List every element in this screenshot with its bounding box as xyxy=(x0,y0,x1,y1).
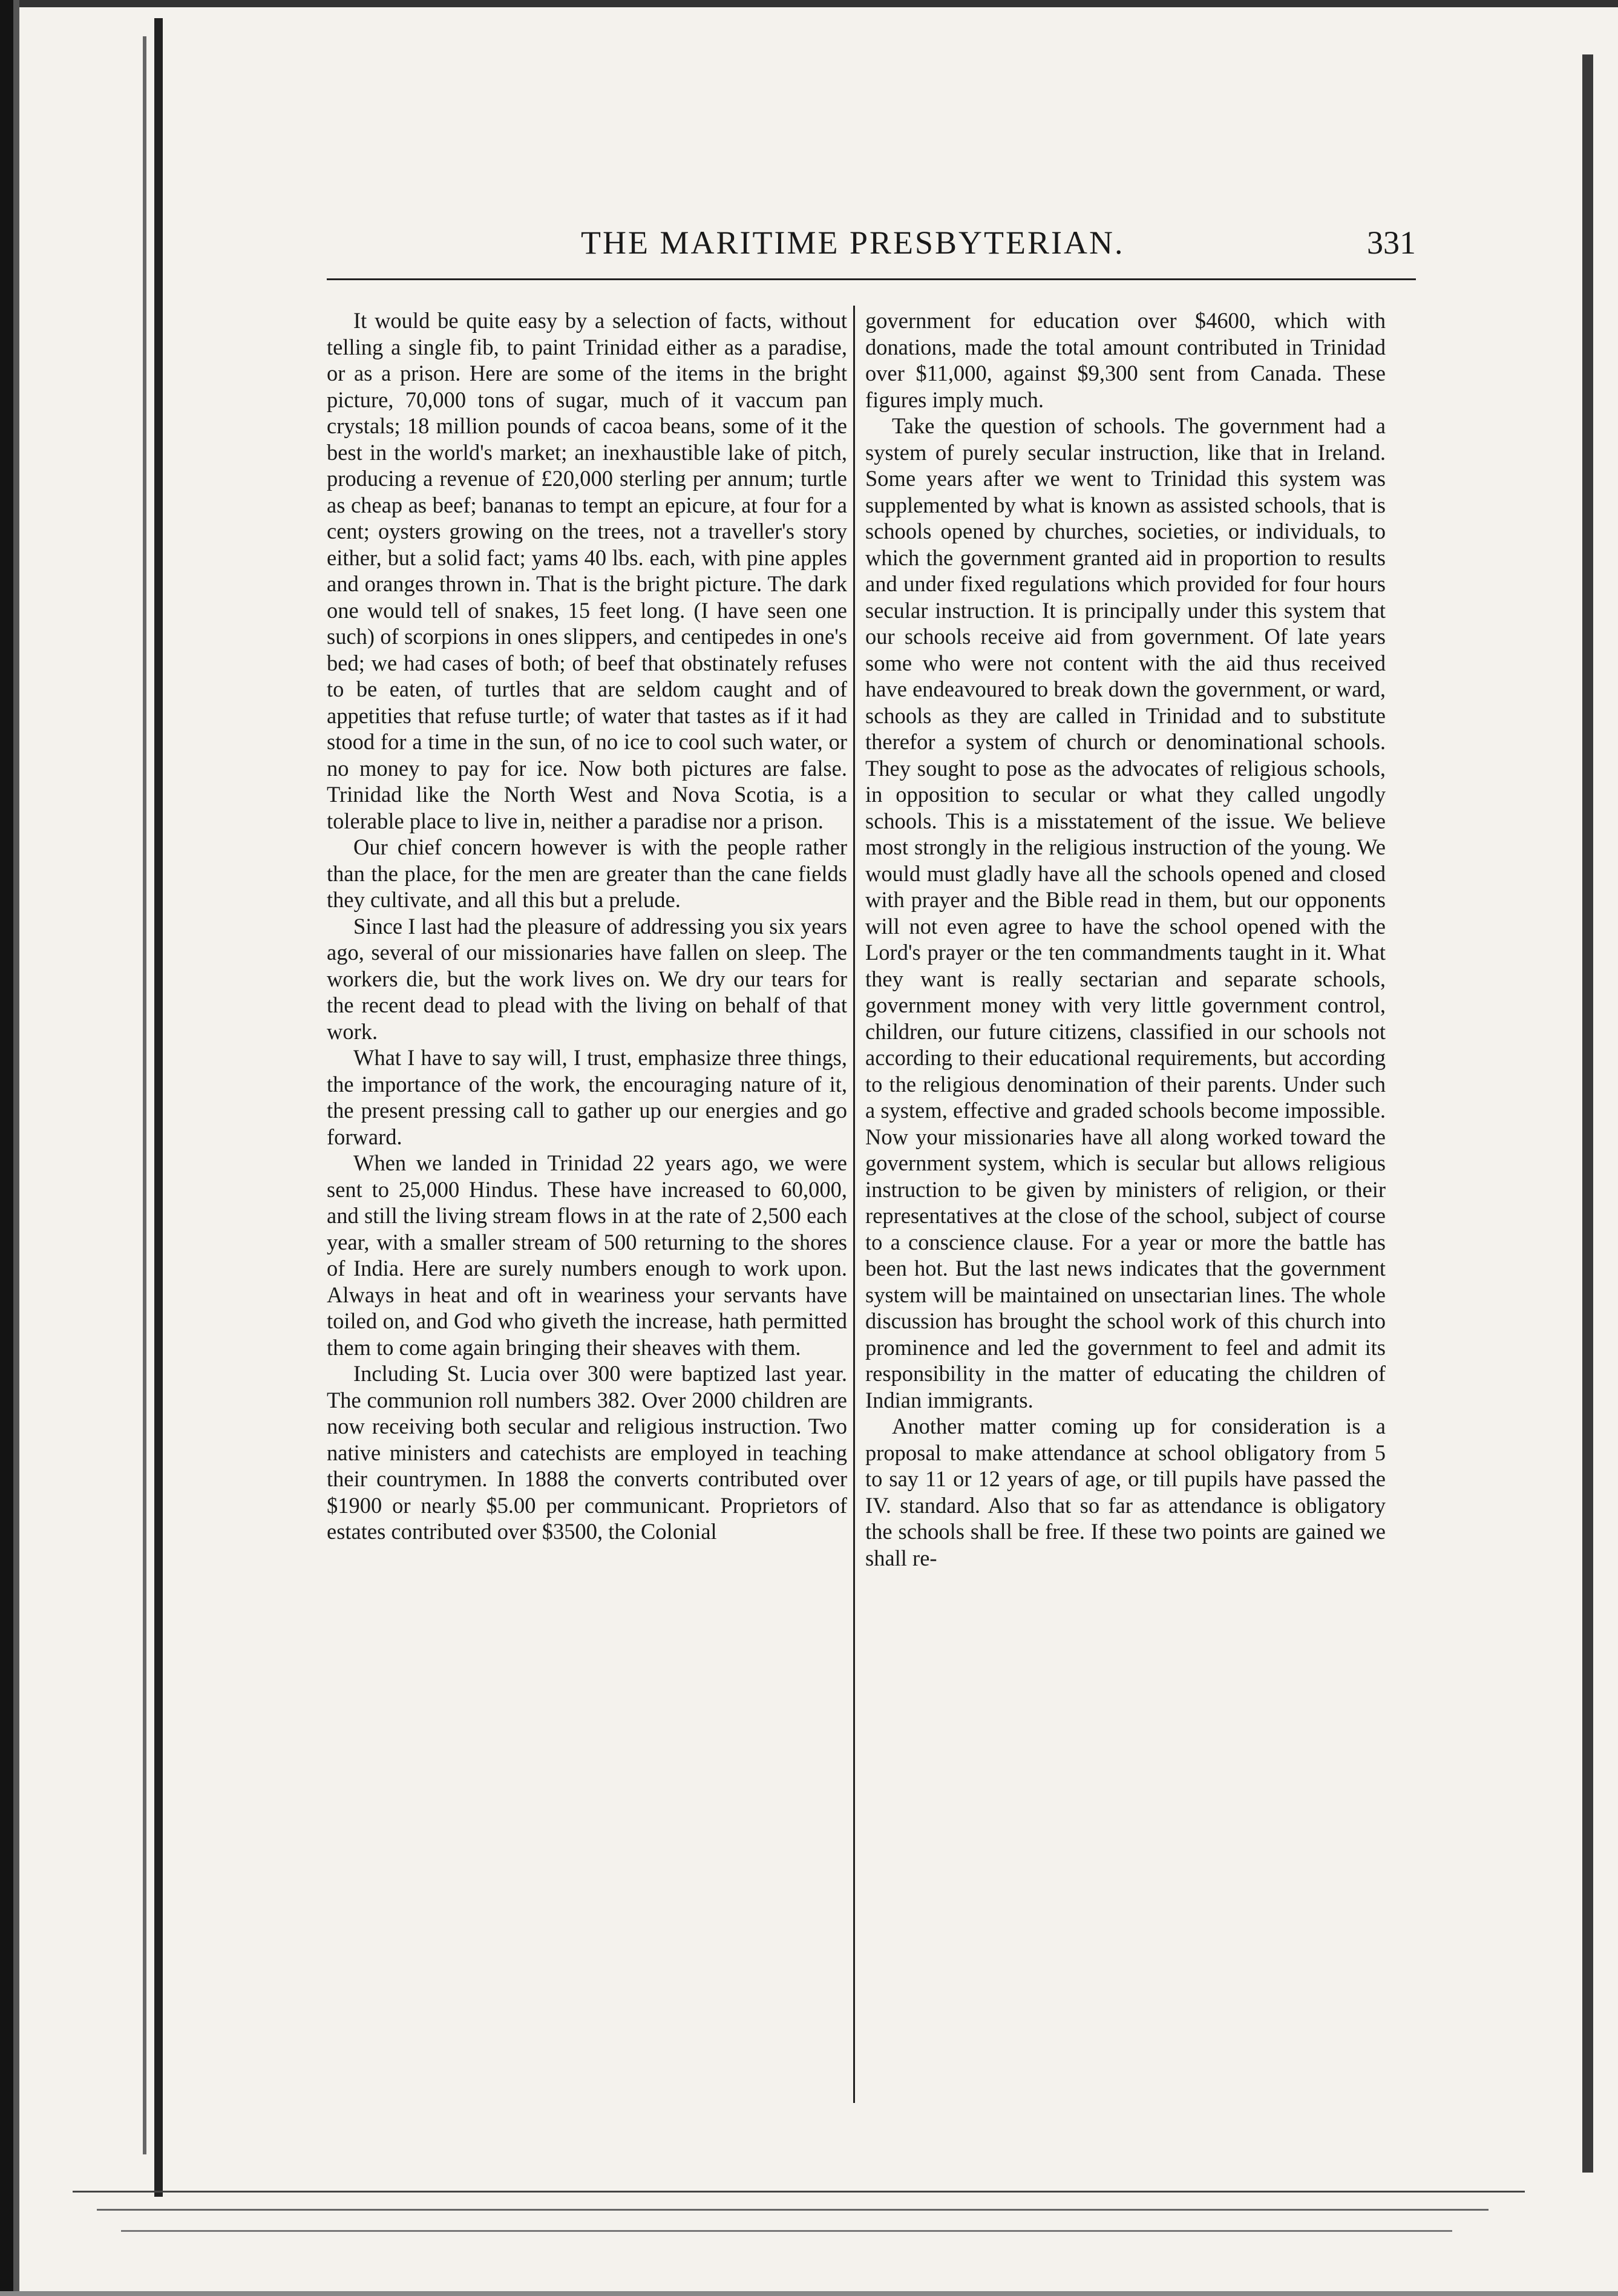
page-number: 331 xyxy=(1367,225,1416,261)
journal-title: THE MARITIME PRESBYTERIAN. xyxy=(581,225,1125,261)
scan-edge-top xyxy=(0,0,1618,7)
scan-edge-bottom xyxy=(0,2291,1618,2296)
paragraph: Including St. Lucia over 300 were baptized last year. The communion roll numbers 382. Over 2000 children are now receiving both secular and religious instruction. Two native ministers and catechists are employed in teaching their countrymen. In 1888 the converts contributed over $1900 or nearly $5.00 per communicant. Proprietors of estates contributed over $3500, the Colonial xyxy=(327,1361,847,1544)
paragraph: Take the question of schools. The government had a system of purely secular instruction, like that in Ireland. Some years after we went to Trinidad this system was supplemented by what is known as assisted schools, that is schools opened by churches, societies, or individuals, to which the government granted aid in proportion to results and under fixed regulations which provided for four hours secular instruction. It is principally under this system that our schools receive aid from government. Of late years some who were not content with the aid thus received have endeavoured to break down the government, or ward, schools as they are called in Trinidad and to substitute therefor a system of church or denominational schools. They sought to pose as the advocates of religious schools, in opposition to secular or what they called ungodly schools. This is a misstatement of the issue. We believe most strongly in the religious instruction of the young. We would must gladly have all the schools opened and closed with prayer and the Bible read in them, but our opponents will not even agree to have the school opened with the Lord's prayer or the ten commandments taught in it. What they want is really sectarian and separate schools, government money with very little government control, children, our future citizens, classified in our schools not according to their educational requirements, but according to the religious denomination of their parents. Under such a system, effective and graded schools become impossible. Now your missionaries have all along worked toward the government system, which is secular but allows religious instruction to be given by ministers of religion, or their representatives at the close of the school, subject of course to a conscience clause. For a year or more the battle has been hot. But the last news indicates that the government system will be maintained on unsectarian lines. The whole discussion has brought the school work of this church into prominence and led the government to feel and admit its responsibility in the matter of educating the children of Indian immigrants. xyxy=(865,413,1386,1412)
column-divider xyxy=(853,306,855,2103)
paragraph: government for education over $4600, which with donations, made the total amount contributed in Trinidad over $11,000, against $9,300 sent from Canada. These figures imply much. xyxy=(865,308,1386,412)
paragraph: Our chief concern however is with the people rather than the place, for the men are greater than the cane fields they cultivate, and all this but a prelude. xyxy=(327,835,847,912)
scan-edge-left-shadow xyxy=(13,0,19,2296)
paragraph: Since I last had the pleasure of addressing you six years ago, several of our missionaries have fallen on sleep. The workers die, but the work lives on. We dry our tears for the recent dead to plead with the living on behalf of that work. xyxy=(327,913,847,1044)
paragraph: It would be quite easy by a selection of facts, without telling a single fib, to paint Trinidad either as a paradise, or as a prison. Here are some of the items in the bright picture, 70,000 tons of sugar, much of it vaccum pan crystals; 18 million pounds of cacoa beans, some of it the best in the world's market; an inexhaustible lake of pitch, producing a revenue of £20,000 sterling per annum; turtle as cheap as beef; bananas to tempt an epicure, at four for a cent; oysters growing on the trees, not a traveller's story either, but a solid fact; yams 40 lbs. each, with pine apples and oranges thrown in. That is the bright picture. The dark one would tell of snakes, 15 feet long. (I have seen one such) of scorpions in ones slippers, and centipedes in one's bed; we had cases of both; of beef that obstinately refuses to be eaten, of turtles that are seldom caught and of appetities that refuse turtle; of water that tastes as if it had stood for a time in the sun, of no ice to cool such water, or no money to pay for ice. Now both pictures are false. Trinidad like the North West and Nova Scotia, is a tolerable place to live in, neither a paradise nor a prison. xyxy=(327,308,847,833)
paragraph: What I have to say will, I trust, emphasize three things, the importance of the work, the encouraging nature of it, the present pressing call to gather up our energies and go forward. xyxy=(327,1045,847,1149)
right-column xyxy=(865,307,1386,2099)
left-column xyxy=(327,307,847,2099)
scan-artifacts-bottom xyxy=(0,2166,1618,2288)
running-head xyxy=(327,224,1416,272)
header-rule xyxy=(327,278,1416,280)
scan-edge-right xyxy=(1582,54,1593,2173)
binding-shadow-secondary xyxy=(143,36,146,2154)
scan-edge-left xyxy=(0,0,13,2296)
paragraph: When we landed in Trinidad 22 years ago, we were sent to 25,000 Hindus. These have increased to 60,000, and still the living stream flows in at the rate of 2,500 each year, with a smaller stream of 500 returning to the shores of India. Here are surely numbers enough to work upon. Always in heat and oft in weariness your servants have toiled on, and God who giveth the increase, hath permitted them to come again bringing their sheaves with them. xyxy=(327,1150,847,1360)
paragraph: Another matter coming up for consideration is a proposal to make attendance at school obligatory from 5 to say 11 or 12 years of age, or till pupils have passed the IV. standard. Also that so far as attendance is obligatory the schools shall be free. If these two points are gained we shall re- xyxy=(865,1414,1386,1570)
binding-shadow xyxy=(154,18,163,2197)
